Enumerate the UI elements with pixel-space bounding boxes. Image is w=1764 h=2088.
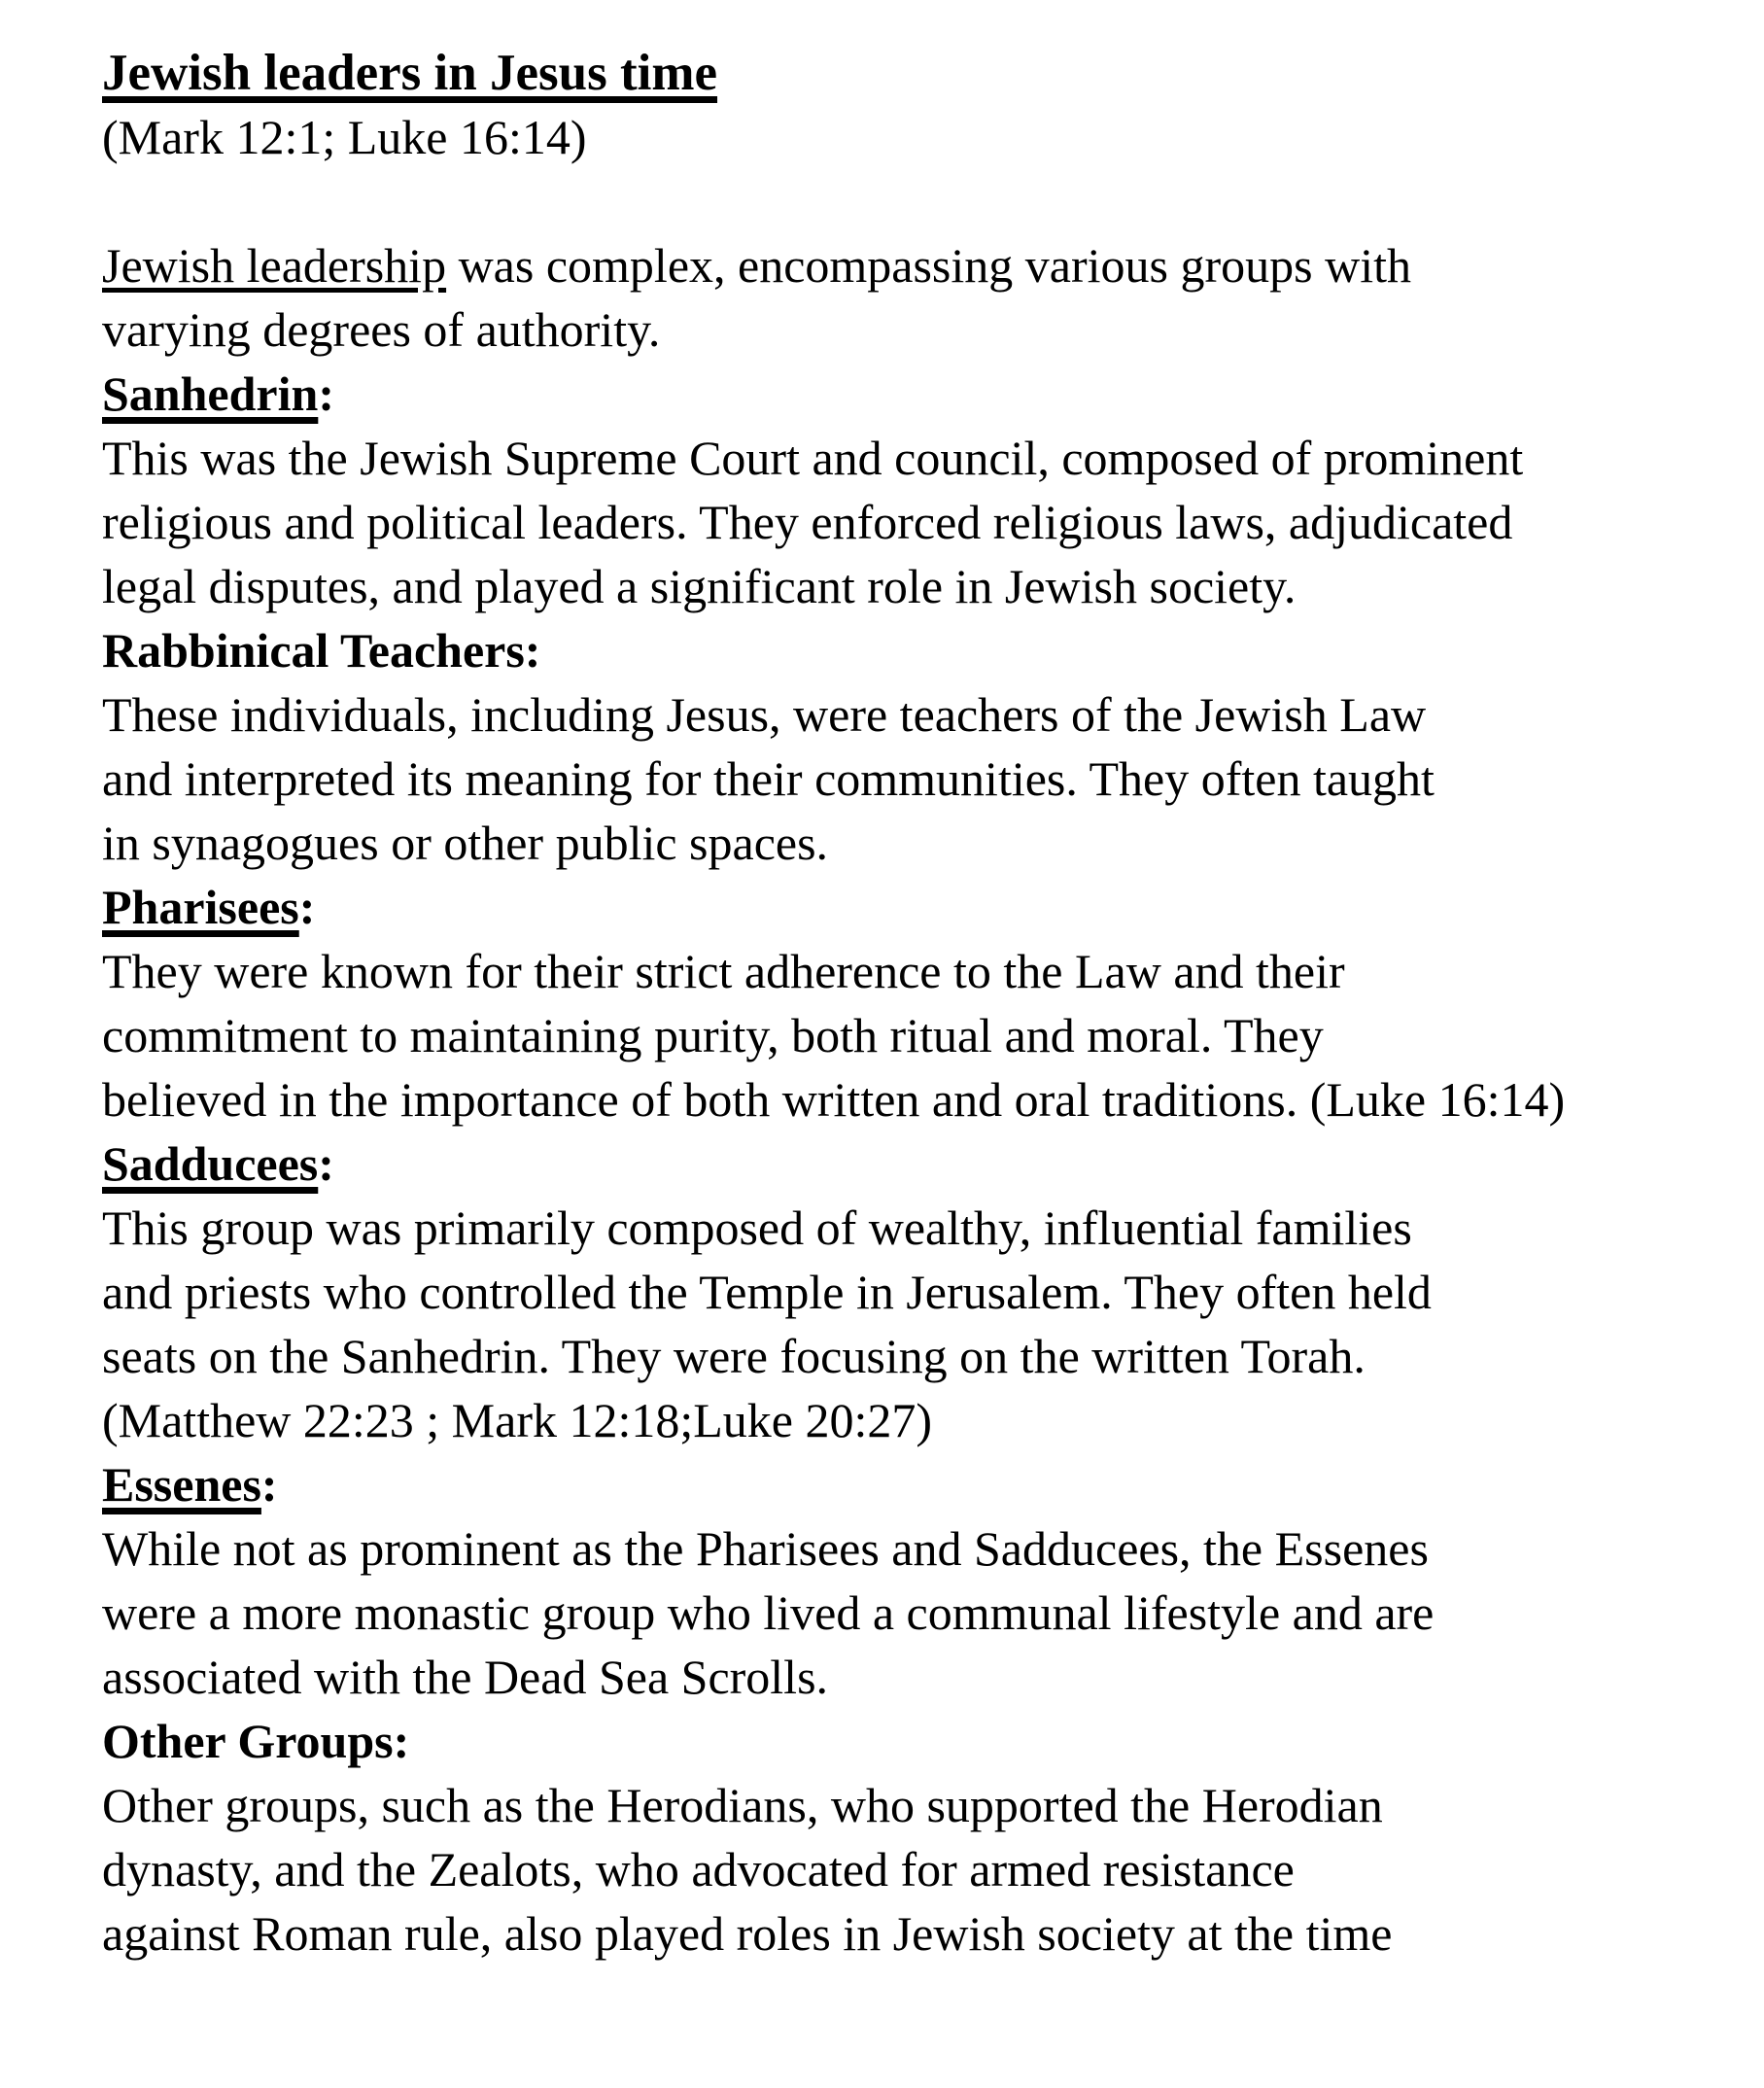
paragraph-line-text: This group was primarily composed of wealthy, influential families xyxy=(102,1201,1412,1255)
paragraph-line-text: believed in the importance of both written and oral traditions. (Luke 16:14) xyxy=(102,1072,1566,1127)
paragraph-line-text: Other groups, such as the Herodians, who supported the Herodian xyxy=(102,1778,1383,1832)
intro-line-2-text: varying degrees of authority. xyxy=(102,302,661,357)
section-heading xyxy=(102,618,1662,682)
paragraph-line-text: They were known for their strict adherence to the Law and their xyxy=(102,944,1345,998)
paragraph-line xyxy=(102,1260,1662,1324)
blank-line xyxy=(102,169,1662,233)
paragraph-line xyxy=(102,1003,1662,1067)
document-title-line xyxy=(102,41,1662,105)
paragraph-line-text: against Roman rule, also played roles in Jewish society at the time xyxy=(102,1906,1393,1961)
document-title: Jewish leaders in Jesus time xyxy=(102,45,718,101)
intro-line-1 xyxy=(102,233,1662,297)
paragraph-line xyxy=(102,1581,1662,1645)
section-heading-text: Sanhedrin xyxy=(102,366,319,421)
paragraph-line-text: While not as prominent as the Pharisees and Sadducees, the Essenes xyxy=(102,1521,1429,1576)
section-heading: Pharisees: xyxy=(102,880,316,934)
paragraph-line xyxy=(102,1516,1662,1581)
intro-line-2 xyxy=(102,297,1662,362)
paragraph-line xyxy=(102,811,1662,875)
sections xyxy=(102,362,1662,1966)
section-heading: Sadducees: xyxy=(102,1136,334,1191)
paragraph-line xyxy=(102,1388,1662,1452)
section-heading-text: Sadducees xyxy=(102,1136,319,1191)
paragraph-line-text: These individuals, including Jesus, were teachers of the Jewish Law xyxy=(102,687,1427,742)
paragraph-line xyxy=(102,1324,1662,1388)
paragraph-line-text: commitment to maintaining purity, both ritual and moral. They xyxy=(102,1008,1324,1062)
paragraph-line-text: legal disputes, and played a significant role in Jewish society. xyxy=(102,559,1297,613)
paragraph-line-text: religious and political leaders. They enforced religious laws, adjudicated xyxy=(102,495,1513,549)
paragraph-line xyxy=(102,682,1662,747)
paragraph-line xyxy=(102,1773,1662,1837)
paragraph-line-text: (Matthew 22:23 ; Mark 12:18;Luke 20:27) xyxy=(102,1393,933,1447)
paragraph-line-text: This was the Jewish Supreme Court and council, composed of prominent xyxy=(102,431,1524,485)
paragraph-line xyxy=(102,1196,1662,1260)
paragraph-line-text: and priests who controlled the Temple in Jerusalem. They often held xyxy=(102,1265,1432,1319)
intro-underlined-phrase: Jewish leadership xyxy=(102,238,447,293)
section-heading-text: Other Groups: xyxy=(102,1714,410,1768)
section-heading-text: Rabbinical Teachers: xyxy=(102,623,541,678)
paragraph-line xyxy=(102,1067,1662,1131)
paragraph-line-text: seats on the Sanhedrin. They were focusing on the written Torah. xyxy=(102,1329,1366,1383)
paragraph-line-text: were a more monastic group who lived a communal lifestyle and are xyxy=(102,1585,1435,1640)
section-heading-text: Pharisees xyxy=(102,880,299,934)
paragraph-line-text: and interpreted its meaning for their communities. They often taught xyxy=(102,751,1435,806)
paragraph-line-text: dynasty, and the Zealots, who advocated for armed resistance xyxy=(102,1842,1295,1897)
section-heading-text: Essenes xyxy=(102,1457,261,1512)
intro-line-1-rest: was complex, encompassing various groups with xyxy=(446,238,1411,293)
section-heading: Essenes: xyxy=(102,1457,278,1512)
paragraph-line xyxy=(102,490,1662,554)
paragraph-line xyxy=(102,939,1662,1003)
paragraph-line xyxy=(102,1645,1662,1709)
scripture-reference-line xyxy=(102,105,1662,169)
section-heading xyxy=(102,1709,1662,1773)
paragraph-line xyxy=(102,1837,1662,1901)
paragraph-line xyxy=(102,1901,1662,1966)
paragraph-line xyxy=(102,747,1662,811)
section-heading: Sanhedrin: xyxy=(102,366,334,421)
paragraph-line xyxy=(102,426,1662,490)
paragraph-line-text: associated with the Dead Sea Scrolls. xyxy=(102,1650,829,1704)
scripture-reference: (Mark 12:1; Luke 16:14) xyxy=(102,110,587,164)
paragraph-line xyxy=(102,554,1662,618)
paragraph-line-text: in synagogues or other public spaces. xyxy=(102,816,829,870)
